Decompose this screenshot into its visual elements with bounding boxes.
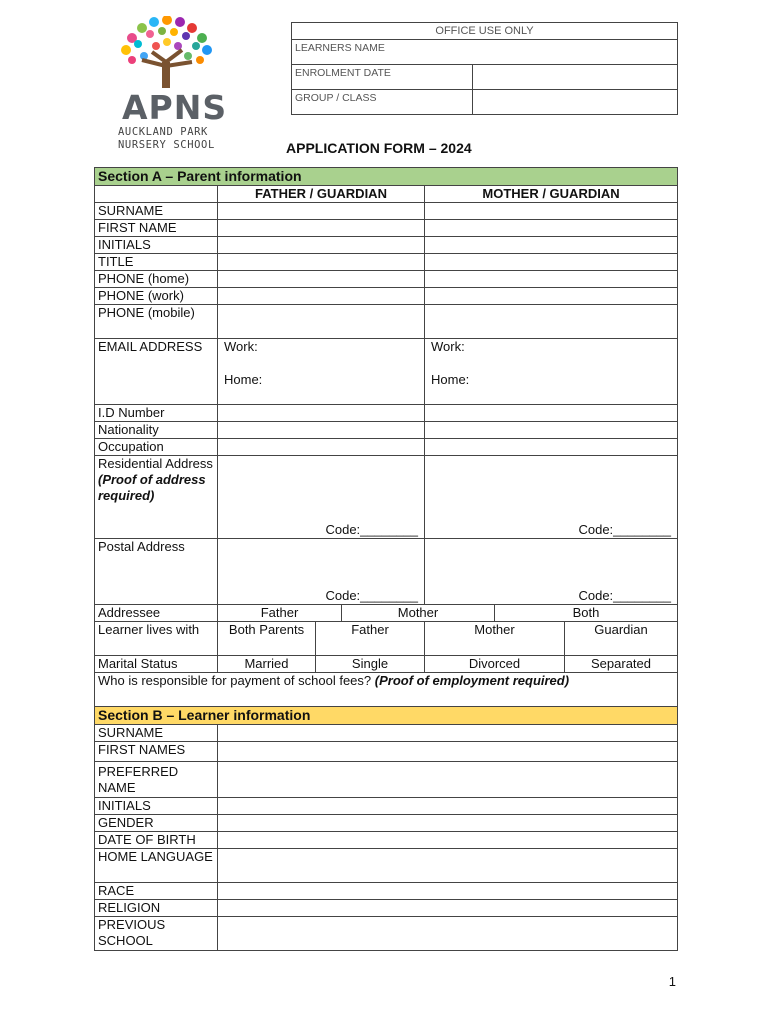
mother-title-field[interactable] [425, 254, 678, 271]
marital-status-label: Marital Status [95, 656, 218, 673]
father-email-home-label: Home: [224, 372, 263, 387]
father-surname-field[interactable] [218, 203, 425, 220]
home-language-field[interactable] [218, 849, 678, 883]
race-label: RACE [95, 883, 218, 900]
email-label: EMAIL ADDRESS [95, 339, 218, 405]
father-residential-code: Code:________ [325, 522, 418, 537]
preferred-name-field[interactable] [218, 762, 678, 798]
section-a-header: Section A – Parent information [95, 168, 678, 186]
addressee-label: Addressee [95, 605, 218, 622]
religion-field[interactable] [218, 900, 678, 917]
father-first-name-field[interactable] [218, 220, 425, 237]
marital-divorced-option[interactable]: Divorced [425, 656, 565, 673]
dob-label: DATE OF BIRTH [95, 832, 218, 849]
father-phone-home-field[interactable] [218, 271, 425, 288]
mother-email-work-label: Work: [431, 339, 465, 354]
father-initials-field[interactable] [218, 237, 425, 254]
mother-initials-field[interactable] [425, 237, 678, 254]
mother-occupation-field[interactable] [425, 439, 678, 456]
father-postal-field[interactable] [218, 539, 425, 605]
learner-lives-with-label: Learner lives with [95, 622, 218, 656]
mother-phone-home-field[interactable] [425, 271, 678, 288]
learner-initials-label: INITIALS [95, 798, 218, 815]
father-id-field[interactable] [218, 405, 425, 422]
title-label: TITLE [95, 254, 218, 271]
group-class-field[interactable] [473, 90, 678, 115]
father-email-work-label: Work: [224, 339, 258, 354]
previous-school-field[interactable] [218, 917, 678, 951]
father-occupation-field[interactable] [218, 439, 425, 456]
race-field[interactable] [218, 883, 678, 900]
mother-nationality-field[interactable] [425, 422, 678, 439]
gender-label: GENDER [95, 815, 218, 832]
marital-separated-option[interactable]: Separated [565, 656, 678, 673]
lives-with-mother-option[interactable]: Mother [425, 622, 565, 656]
phone-mobile-label: PHONE (mobile) [95, 305, 218, 339]
residential-label [95, 456, 218, 539]
section-b-header: Section B – Learner information [95, 707, 678, 725]
logo-abbrev: APNS [122, 88, 228, 127]
religion-label: RELIGION [95, 900, 218, 917]
enrolment-date-label: ENROLMENT DATE [292, 65, 473, 90]
mother-phone-work-field[interactable] [425, 288, 678, 305]
father-header: FATHER / GUARDIAN [218, 186, 425, 203]
tree-logo-icon [112, 16, 224, 88]
phone-work-label: PHONE (work) [95, 288, 218, 305]
application-form-table [94, 167, 678, 951]
mother-surname-field[interactable] [425, 203, 678, 220]
learners-name-label: LEARNERS NAME [292, 40, 678, 65]
office-use-table [291, 22, 678, 115]
postal-address-label: Postal Address [95, 539, 218, 605]
marital-single-option[interactable]: Single [316, 656, 425, 673]
father-phone-mobile-field[interactable] [218, 305, 425, 339]
surname-label: SURNAME [95, 203, 218, 220]
first-name-label: FIRST NAME [95, 220, 218, 237]
page-number: 1 [668, 974, 676, 989]
lives-with-guardian-option[interactable]: Guardian [565, 622, 678, 656]
residential-address-label: Residential Address [98, 456, 213, 471]
previous-school-label: PREVIOUS SCHOOL [95, 917, 218, 951]
mother-postal-field[interactable] [425, 539, 678, 605]
mother-postal-code: Code:________ [578, 588, 671, 603]
father-title-field[interactable] [218, 254, 425, 271]
mother-residential-field[interactable] [425, 456, 678, 539]
addressee-both-option[interactable]: Both [495, 605, 678, 622]
nationality-label: Nationality [95, 422, 218, 439]
fees-proof-note: (Proof of employment required) [374, 673, 570, 688]
learner-surname-field[interactable] [218, 725, 678, 742]
group-class-label: GROUP / CLASS [292, 90, 473, 115]
proof-address-note: (Proof of address required) [98, 472, 206, 503]
mother-email-field[interactable] [425, 339, 678, 405]
fees-question: Who is responsible for payment of school fees? [98, 673, 372, 688]
phone-home-label: PHONE (home) [95, 271, 218, 288]
father-nationality-field[interactable] [218, 422, 425, 439]
learner-first-names-field[interactable] [218, 742, 678, 762]
learner-initials-field[interactable] [218, 798, 678, 815]
logo-line2: NURSERY SCHOOL [118, 139, 215, 151]
mother-id-field[interactable] [425, 405, 678, 422]
father-phone-work-field[interactable] [218, 288, 425, 305]
id-number-label: I.D Number [95, 405, 218, 422]
home-language-label: HOME LANGUAGE [95, 849, 218, 883]
lives-with-father-option[interactable]: Father [316, 622, 425, 656]
lives-with-both-option[interactable]: Both Parents [218, 622, 316, 656]
addressee-mother-option[interactable]: Mother [342, 605, 495, 622]
enrolment-date-field[interactable] [473, 65, 678, 90]
addressee-father-option[interactable]: Father [218, 605, 342, 622]
logo-line1: AUCKLAND PARK [118, 126, 208, 138]
initials-label: INITIALS [95, 237, 218, 254]
mother-first-name-field[interactable] [425, 220, 678, 237]
school-logo [112, 16, 228, 152]
gender-field[interactable] [218, 815, 678, 832]
learner-surname-label: SURNAME [95, 725, 218, 742]
learner-first-names-label: FIRST NAMES [95, 742, 218, 762]
father-residential-field[interactable] [218, 456, 425, 539]
dob-field[interactable] [218, 832, 678, 849]
father-postal-code: Code:________ [325, 588, 418, 603]
mother-phone-mobile-field[interactable] [425, 305, 678, 339]
form-title: APPLICATION FORM – 2024 [286, 140, 472, 156]
mother-email-home-label: Home: [431, 372, 470, 387]
father-email-field[interactable] [218, 339, 425, 405]
occupation-label: Occupation [95, 439, 218, 456]
mother-header: MOTHER / GUARDIAN [425, 186, 678, 203]
fees-question-row[interactable] [95, 673, 678, 707]
mother-residential-code: Code:________ [578, 522, 671, 537]
office-title: OFFICE USE ONLY [292, 23, 678, 40]
marital-married-option[interactable]: Married [218, 656, 316, 673]
preferred-name-label: PREFERRED NAME [95, 762, 218, 798]
